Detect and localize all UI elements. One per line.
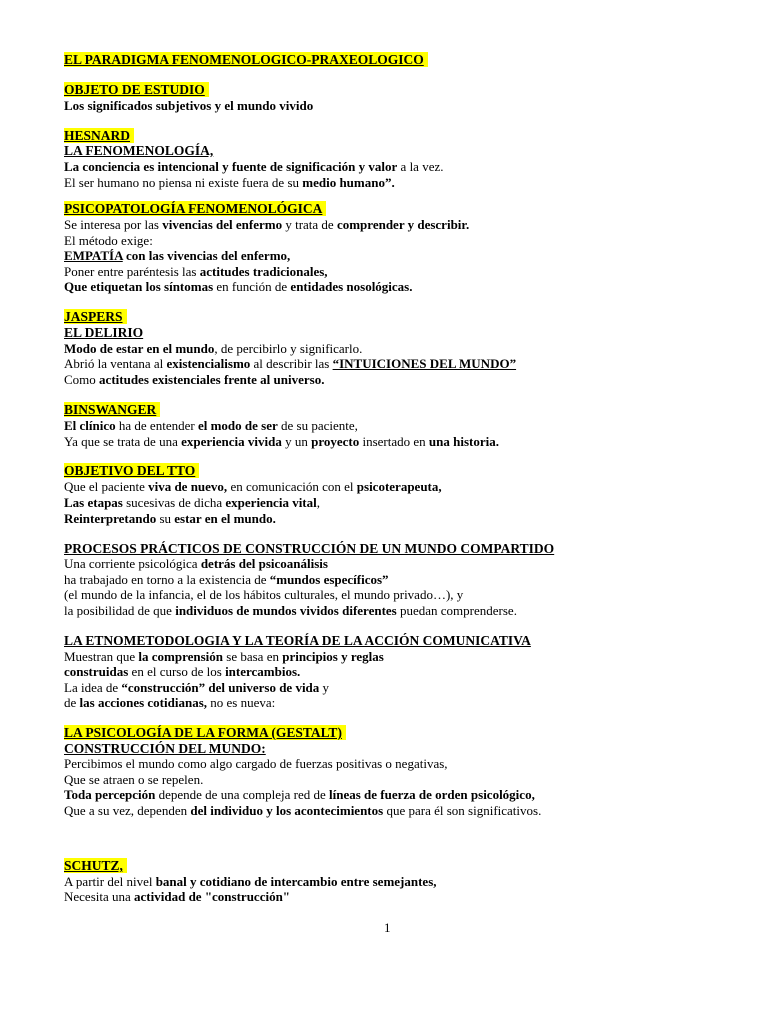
hesnard-subheading: LA FENOMENOLOGÍA,	[64, 143, 214, 158]
binswanger-line-2: Ya que se trata de una experiencia vivida y un proyecto insertado en una historia.	[64, 434, 499, 449]
schutz-line-2: Necesita una actividad de "construcción"	[64, 889, 291, 904]
procesos-line-1: Una corriente psicológica detrás del psicoanálisis	[64, 556, 328, 571]
psicopatologia-line-5: Que etiquetan los síntomas en función de entidades nosológicas.	[64, 279, 413, 294]
section-heading-psicopatologia: PSICOPATOLOGÍA FENOMENOLÓGICA	[64, 201, 326, 217]
etnometodologia-line-1: Muestran que la comprensión se basa en principios y reglas	[64, 649, 384, 664]
section-heading-objetivo: OBJETIVO DEL TTO	[64, 463, 199, 479]
section-heading-procesos: PROCESOS PRÁCTICOS DE CONSTRUCCIÓN DE UN MUNDO COMPARTIDO	[64, 541, 555, 556]
etnometodologia-line-3: La idea de “construcción” del universo de vida y	[64, 680, 330, 695]
gestalt-line-4: Que a su vez, dependen del individuo y los acontecimientos que para él son significativos.	[64, 803, 542, 818]
psicopatologia-line-2: El método exige:	[64, 233, 153, 248]
page-number: 1	[384, 920, 391, 935]
etnometodologia-line-2: construidas en el curso de los intercambios.	[64, 664, 301, 679]
objeto-line: Los significados subjetivos y el mundo vivido	[64, 98, 314, 113]
etnometodologia-line-4: de las acciones cotidianas, no es nueva:	[64, 695, 276, 710]
hesnard-line-1: La conciencia es intencional y fuente de significación y valor a la vez.	[64, 159, 444, 174]
section-heading-hesnard: HESNARD	[64, 128, 134, 144]
procesos-line-3: (el mundo de la infancia, el de los hábitos culturales, el mundo privado…), y	[64, 587, 464, 602]
psicopatologia-line-1: Se interesa por las vivencias del enfermo y trata de comprender y describir.	[64, 217, 470, 232]
section-heading-objeto: OBJETO DE ESTUDIO	[64, 82, 209, 98]
gestalt-subheading: CONSTRUCCIÓN DEL MUNDO:	[64, 741, 266, 756]
document-title: EL PARADIGMA FENOMENOLOGICO-PRAXEOLOGICO	[64, 52, 428, 68]
section-heading-binswanger: BINSWANGER	[64, 402, 160, 418]
procesos-line-2: ha trabajado en torno a la existencia de “mundos específicos”	[64, 572, 389, 587]
gestalt-line-1: Percibimos el mundo como algo cargado de fuerzas positivas o negativas,	[64, 756, 448, 771]
psicopatologia-line-4: Poner entre paréntesis las actitudes tradicionales,	[64, 264, 328, 279]
jaspers-line-2: Abrió la ventana al existencialismo al describir las “INTUICIONES DEL MUNDO”	[64, 356, 517, 371]
section-heading-schutz: SCHUTZ,	[64, 858, 127, 874]
section-heading-etnometodologia: LA ETNOMETODOLOGIA Y LA TEORÍA DE LA ACCIÓN COMUNICATIVA	[64, 633, 531, 648]
gestalt-line-2: Que se atraen o se repelen.	[64, 772, 204, 787]
jaspers-line-1: Modo de estar en el mundo, de percibirlo y significarlo.	[64, 341, 363, 356]
psicopatologia-line-3: EMPATÍA con las vivencias del enfermo,	[64, 248, 291, 263]
objetivo-line-2: Las etapas sucesivas de dicha experiencia vital,	[64, 495, 320, 510]
hesnard-line-2: El ser humano no piensa ni existe fuera de su medio humano”.	[64, 175, 395, 190]
schutz-line-1: A partir del nivel banal y cotidiano de intercambio entre semejantes,	[64, 874, 437, 889]
objetivo-line-3: Reinterpretando su estar en el mundo.	[64, 511, 276, 526]
section-heading-gestalt: LA PSICOLOGÍA DE LA FORMA (GESTALT)	[64, 725, 346, 741]
objetivo-line-1: Que el paciente viva de nuevo, en comunicación con el psicoterapeuta,	[64, 479, 442, 494]
procesos-line-4: la posibilidad de que individuos de mundos vividos diferentes puedan comprenderse.	[64, 603, 517, 618]
section-heading-jaspers: JASPERS	[64, 309, 127, 325]
binswanger-line-1: El clínico ha de entender el modo de ser de su paciente,	[64, 418, 358, 433]
jaspers-subheading: EL DELIRIO	[64, 325, 144, 340]
jaspers-line-3: Como actitudes existenciales frente al universo.	[64, 372, 325, 387]
gestalt-line-3: Toda percepción depende de una compleja red de líneas de fuerza de orden psicológico,	[64, 787, 535, 802]
